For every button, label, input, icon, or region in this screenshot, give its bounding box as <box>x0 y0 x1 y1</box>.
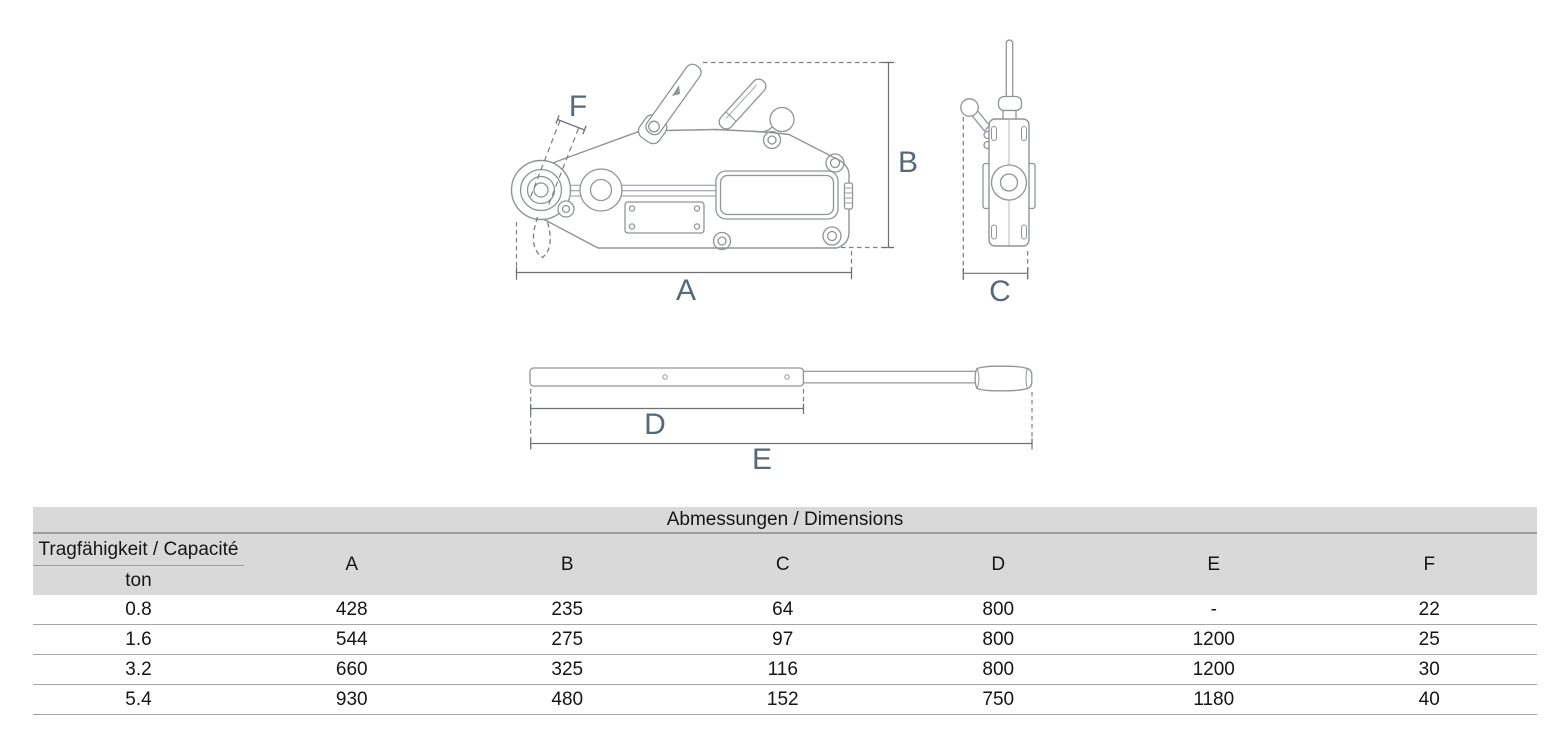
dim-cell: 800 <box>982 658 1015 680</box>
table-row <box>33 685 1537 715</box>
col-header-f: F <box>1423 553 1436 575</box>
table-row <box>33 595 1537 625</box>
col-header-c: C <box>775 553 790 575</box>
col-header-e: E <box>1207 553 1221 575</box>
dim-label-f: F <box>568 90 588 123</box>
col-header-a: A <box>345 553 359 575</box>
dim-label-d: D <box>644 408 666 441</box>
table-row <box>33 655 1537 685</box>
inner-tube <box>804 371 976 383</box>
release-knob <box>756 108 794 132</box>
dimension-d <box>531 389 804 450</box>
capacity-unit-label: ton <box>125 569 152 591</box>
lever-handle-view <box>530 366 1032 449</box>
dim-cell: 152 <box>766 688 799 710</box>
anchor-hook-dashed <box>533 217 550 258</box>
dim-cell: 800 <box>982 598 1015 620</box>
dim-cell: 25 <box>1418 628 1440 650</box>
end-view <box>961 40 1035 280</box>
dim-cell: 480 <box>551 688 584 710</box>
table-header <box>33 534 1537 595</box>
wire-rope <box>1006 40 1012 96</box>
dim-cell: 750 <box>982 688 1015 710</box>
capacity-header-cell <box>33 534 244 595</box>
dim-cell: 544 <box>335 628 368 650</box>
dim-cell: 1180 <box>1193 688 1235 710</box>
dim-cell: 22 <box>1418 598 1440 620</box>
dim-cell: 325 <box>551 658 584 680</box>
dim-cell: 660 <box>335 658 368 680</box>
dimensions-table <box>33 507 1537 715</box>
dim-cell: 930 <box>335 688 368 710</box>
col-header-b: B <box>560 553 574 575</box>
dim-cell: 1200 <box>1192 628 1235 650</box>
capacity-cell: 1.6 <box>125 628 152 650</box>
dimension-e <box>531 392 1032 450</box>
dim-cell: 97 <box>772 628 794 650</box>
dim-label-a: A <box>675 274 697 307</box>
dim-cell: 30 <box>1418 658 1440 680</box>
dim-cell: 428 <box>335 598 368 620</box>
dim-label-c: C <box>989 275 1011 308</box>
capacity-header-label: Tragfähigkeit / Capacité <box>38 538 239 560</box>
dim-cell: 64 <box>772 598 794 620</box>
dim-label-b: B <box>897 146 919 179</box>
capacity-cell: 3.2 <box>125 658 152 680</box>
capacity-cell: 5.4 <box>125 688 152 710</box>
dim-cell: 116 <box>767 658 798 680</box>
capacity-cell: 0.8 <box>125 598 152 620</box>
dim-cell: 235 <box>551 598 584 620</box>
dim-cell: - <box>1210 598 1217 620</box>
reverse-lever <box>716 76 768 131</box>
table-title: Abmessungen / Dimensions <box>33 507 1537 534</box>
dim-label-e: E <box>751 443 773 476</box>
release-knob-end <box>961 99 978 116</box>
dim-cell: 800 <box>982 628 1015 650</box>
handle-grip <box>975 366 1032 391</box>
table-row <box>33 625 1537 655</box>
dim-cell: 1200 <box>1192 658 1235 680</box>
dim-cell: 40 <box>1418 688 1440 710</box>
col-header-d: D <box>991 553 1006 575</box>
name-plate <box>625 202 704 233</box>
dim-cell: 275 <box>551 628 584 650</box>
